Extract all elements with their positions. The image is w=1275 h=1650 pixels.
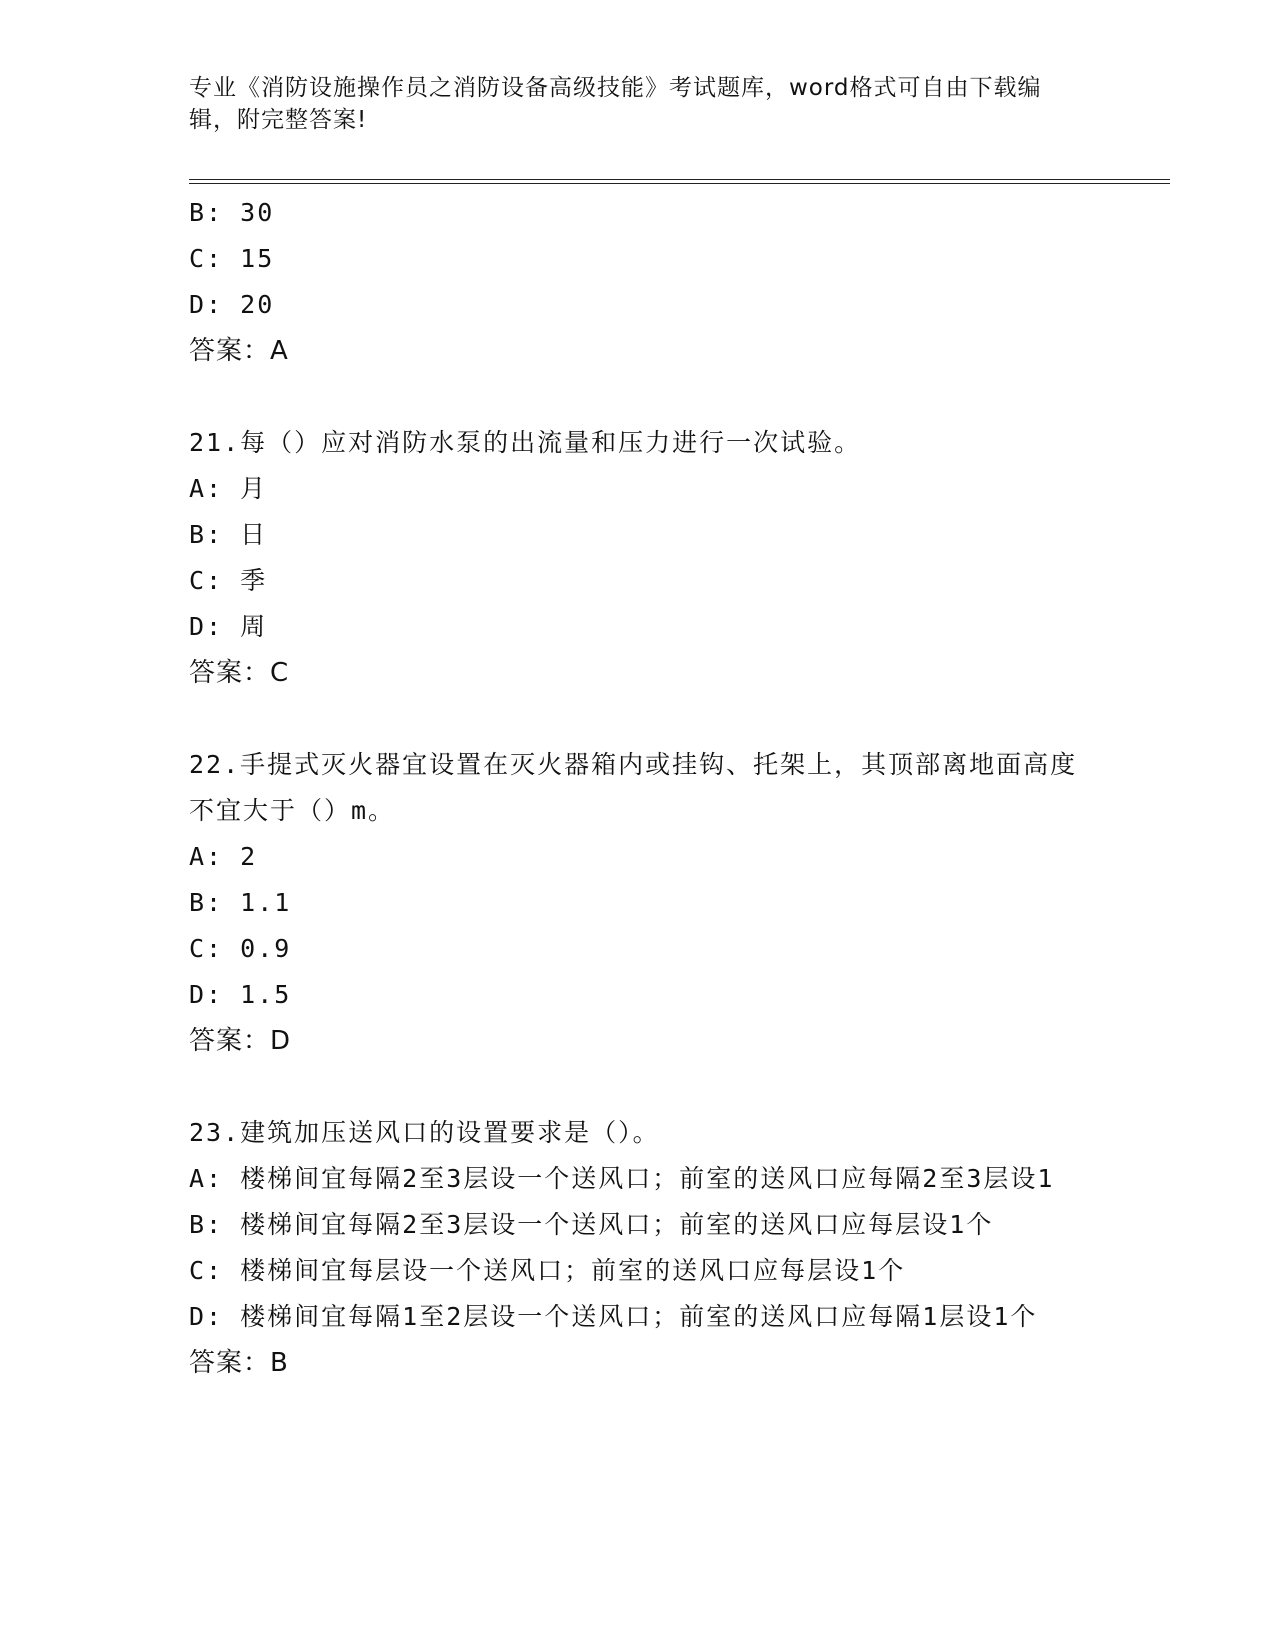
option-b: B: 楼梯间宜每隔2至3层设一个送风口；前室的送风口应每层设1个 [189,1210,994,1239]
question-content [189,190,1079,1386]
option-a: A: 月 [189,474,268,503]
option-d: D: 1.5 [189,980,292,1009]
question-20-remainder [189,190,1079,374]
question-stem: 23.建筑加压送风口的设置要求是（）。 [189,1118,660,1147]
option-c: C: 楼梯间宜每层设一个送风口；前室的送风口应每层设1个 [189,1256,906,1285]
option-c: C: 0.9 [189,934,292,963]
answer: 答案：C [189,658,290,688]
option-c: C: 15 [189,244,275,273]
answer: 答案：B [189,1348,289,1378]
question-stem: 22.手提式灭火器宜设置在灭火器箱内或挂钩、托架上，其顶部离地面高度不宜大于（）m。 [189,750,1078,825]
question-23 [189,1110,1079,1386]
question-22 [189,742,1079,1064]
header-text: 专业《消防设施操作员之消防设备高级技能》考试题库，word格式可自由下载编辑，附完整答案! [189,75,1042,133]
option-d: D: 楼梯间宜每隔1至2层设一个送风口；前室的送风口应每隔1层设1个 [189,1302,1038,1331]
option-d: D: 20 [189,290,275,319]
option-b: B: 日 [189,520,268,549]
option-d: D: 周 [189,612,268,641]
header-rule-bottom [189,183,1170,184]
answer: 答案：D [189,1026,292,1056]
option-a: A: 2 [189,842,258,871]
document-header [189,72,1069,136]
option-b: B: 30 [189,198,275,227]
question-stem: 21.每（）应对消防水泵的出流量和压力进行一次试验。 [189,428,862,457]
option-c: C: 季 [189,566,268,595]
option-b: B: 1.1 [189,888,292,917]
header-rule-top [189,179,1170,180]
question-21 [189,420,1079,696]
answer: 答案：A [189,336,289,366]
option-a: A: 楼梯间宜每隔2至3层设一个送风口；前室的送风口应每隔2至3层设1 [189,1164,1055,1193]
